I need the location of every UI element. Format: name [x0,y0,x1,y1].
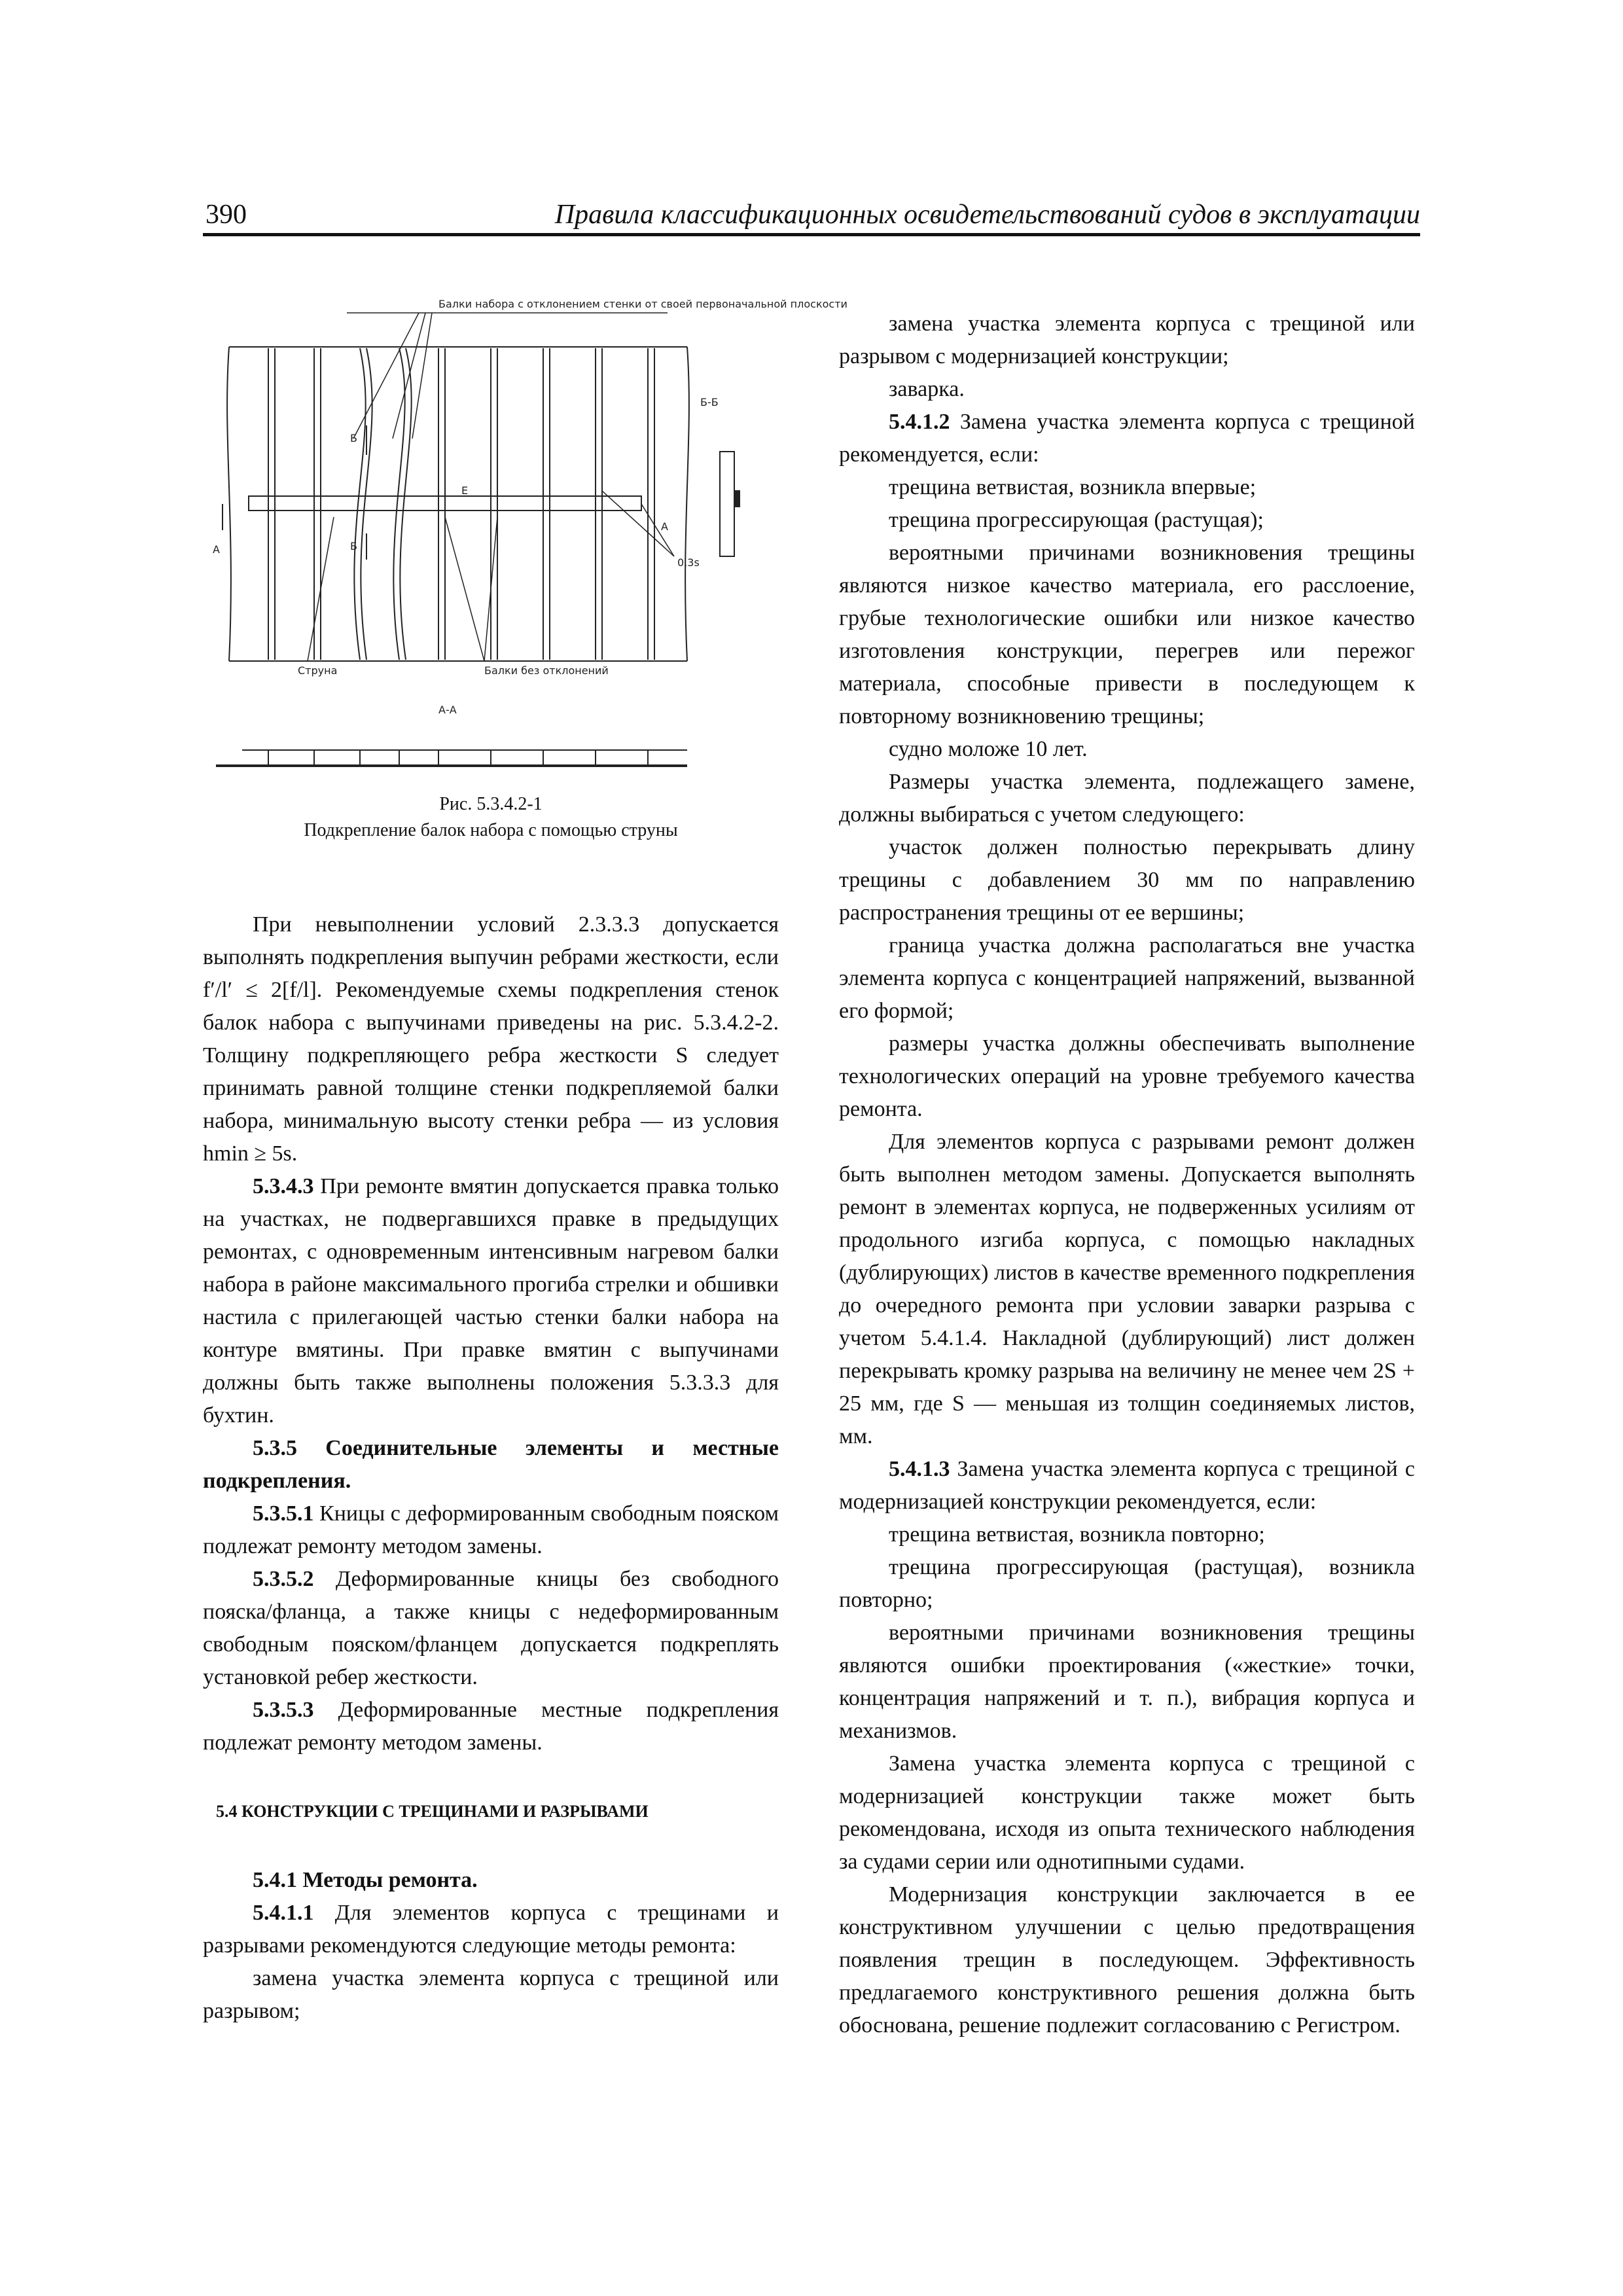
clause-number: 5.4.1.2 [889,410,950,434]
clause-number: 5.3.5.3 [253,1698,314,1722]
right-column [839,308,1415,2042]
figure-5-3-4-2-1 [203,298,847,870]
label-e: Е [461,484,469,497]
label-no-deviation: Балки без отклонений [484,664,609,677]
page-number: 390 [205,200,247,230]
paragraph: трещина ветвистая, возникла повторно; [889,1522,1265,1547]
paragraph: 5.4.1.2 Замена участка элемента корпуса с трещиной рекомендуется, если: [839,410,1415,467]
clause-heading: 5.4.1 Методы ремонта. [253,1868,478,1892]
clause-number: 5.4.1.1 [253,1901,314,1925]
paragraph: замена участка элемента корпуса с трещиной или разрывом с модернизацией конструкции; [839,312,1415,368]
label-b-lower: Б [350,540,357,552]
paragraph: Замена участка элемента корпуса с трещиной с модернизацией конструкции также может быть рекомендована, исходя из опыта технического наблюдения за судами серии или однотипными судами. [839,1751,1415,1874]
paragraph: вероятными причинами возникновения трещины являются ошибки проектирования («жесткие» точки, концентрация напряжений и т. п.), вибрация корпуса и механизмов. [839,1621,1415,1743]
paragraph: Размеры участка элемента, подлежащего замене, должны выбираться с учетом следующего: [839,770,1415,827]
clause-number: 5.3.4.3 [253,1174,314,1198]
paragraph: вероятными причинами возникновения трещины являются низкое качество материала, его расслоение, грубые технологические ошибки или низкое качество изготовления конструкции, перегрев или пережог материала, способные привести в последующем к повторному возникновению трещины; [839,541,1415,728]
label-b-upper: Б [350,432,357,444]
paragraph: 5.3.5.2 Деформированные кницы без свободного пояска/фланца, а также кницы с недеформированным свободным пояском/фланцем допускается подкреплять установкой ребер жесткости. [203,1567,779,1689]
paragraph: При невыполнении условий 2.3.3.3 допускается выполнять подкрепления выпучин ребрами жесткости, если f′/l′ ≤ 2[f/l]. Рекомендуемые схемы подкрепления стенок балок набора с выпучинами приведены на рис. 5.3.4.2-2. Толщину подкрепляющего ребра жесткости S следует принимать равной толщине стенки подкрепляемой балки набора, минимальную высоту стенки ребра — из условия hmin ≥ 5s. [203,912,779,1166]
paragraph: замена участка элемента корпуса с трещиной или разрывом; [203,1966,779,2023]
paragraph: 5.3.4.3 При ремонте вмятин допускается правка только на участках, не подвергавшихся правке в предыдущих ремонтах, с одновременным интенсивным нагревом балки набора в районе максимального прогиба стрелки и обшивки настила с прилегающей частью стенки балки набора на контуре вмятины. При правке вмятин с выпучинами должны быть также выполнены положения 5.3.3.3 для бухтин. [203,1174,779,1427]
section-bb-stiffener [734,491,740,507]
paragraph: заварка. [889,377,965,401]
label-dim: 0,3s [677,556,700,569]
clause-number: 5.3.5.1 [253,1501,314,1526]
paragraph: 5.4.1.1 Для элементов корпуса с трещинами и разрывами рекомендуются следующие методы ремонта: [203,1901,779,1958]
stringer-diagram [203,298,847,792]
section-bb-plate [720,452,734,556]
clause-heading: 5.3.5 Соединительные элементы и местные подкрепления. [203,1436,779,1493]
deformed-beam [361,348,372,660]
paragraph: 5.4.1.3 Замена участка элемента корпуса с трещиной с модернизацией конструкции рекомендуется, если: [839,1457,1415,1514]
clause-number: 5.4.1.3 [889,1457,950,1481]
paragraph: 5.3.5.3 Деформированные местные подкрепления подлежат ремонту методом замены. [203,1698,779,1755]
page-header [203,196,1420,236]
paragraph: трещина ветвистая, возникла впервые; [889,475,1257,499]
frame-outline [227,347,689,661]
running-title: Правила классификационных освидетельствований судов в эксплуатации [554,200,1420,230]
leader-line [412,313,432,439]
paragraph: судно моложе 10 лет. [889,737,1088,761]
leader-line [641,504,674,556]
paragraph: участок должен полностью перекрывать длину трещины с добавлением 30 мм по направлению распространения трещины от ее вершины; [839,835,1415,925]
paragraph: трещина прогрессирующая (растущая); [889,508,1264,532]
label-a-right: А [661,520,668,533]
label-struna: Струна [298,664,338,677]
paragraph: 5.3.5.1 Кницы с деформированным свободным пояском подлежат ремонту методом замены. [203,1501,779,1558]
label-a-left: А [213,543,220,556]
section-heading: 5.4 КОНСТРУКЦИИ С ТРЕЩИНАМИ И РАЗРЫВАМИ [216,1802,649,1821]
paragraph: размеры участка должны обеспечивать выполнение технологических операций на уровне требуемого качества ремонта. [839,1031,1415,1121]
figure-number: Рис. 5.3.4.2-1 [439,794,543,814]
paragraph: граница участка должна располагаться вне участка элемента корпуса с концентрацией напряжений, вызванной его формой; [839,933,1415,1023]
label-top: Балки набора с отклонением стенки от своей первоначальной плоскости [438,298,847,310]
clause-number: 5.3.5.2 [253,1567,314,1591]
paragraph: Для элементов корпуса с разрывами ремонт должен быть выполнен методом замены. Допускается выполнять ремонт в элементах корпуса, не подверженных усилиям от продольного изгиба корпуса, с помощью накладных (дублирующих) листов в качестве временного подкрепления до очередного ремонта при условии заварки разрыва с учетом 5.4.1.4. Накладной (дублирующий) лист должен перекрывать кромку разрыва на величину не менее чем 2S + 25 мм, где S — меньшая из толщин соединяемых листов, мм. [839,1130,1415,1448]
paragraph: трещина прогрессирующая (растущая), возникла повторно; [839,1555,1415,1612]
deformed-beam [354,348,365,660]
leader-line [445,517,484,661]
figure-title: Подкрепление балок набора с помощью струны [304,820,678,840]
paragraph: Модернизация конструкции заключается в ее конструктивном улучшении с целью предотвращения появления трещин в последующем. Эффективность предлагаемого конструктивного решения должна быть обоснована, решение подлежит согласованию с Регистром. [839,1882,1415,2037]
deformed-beam [400,348,411,660]
left-column [203,298,847,2028]
label-section-bb: Б-Б [700,396,719,408]
label-section-aa: А-А [438,704,457,716]
